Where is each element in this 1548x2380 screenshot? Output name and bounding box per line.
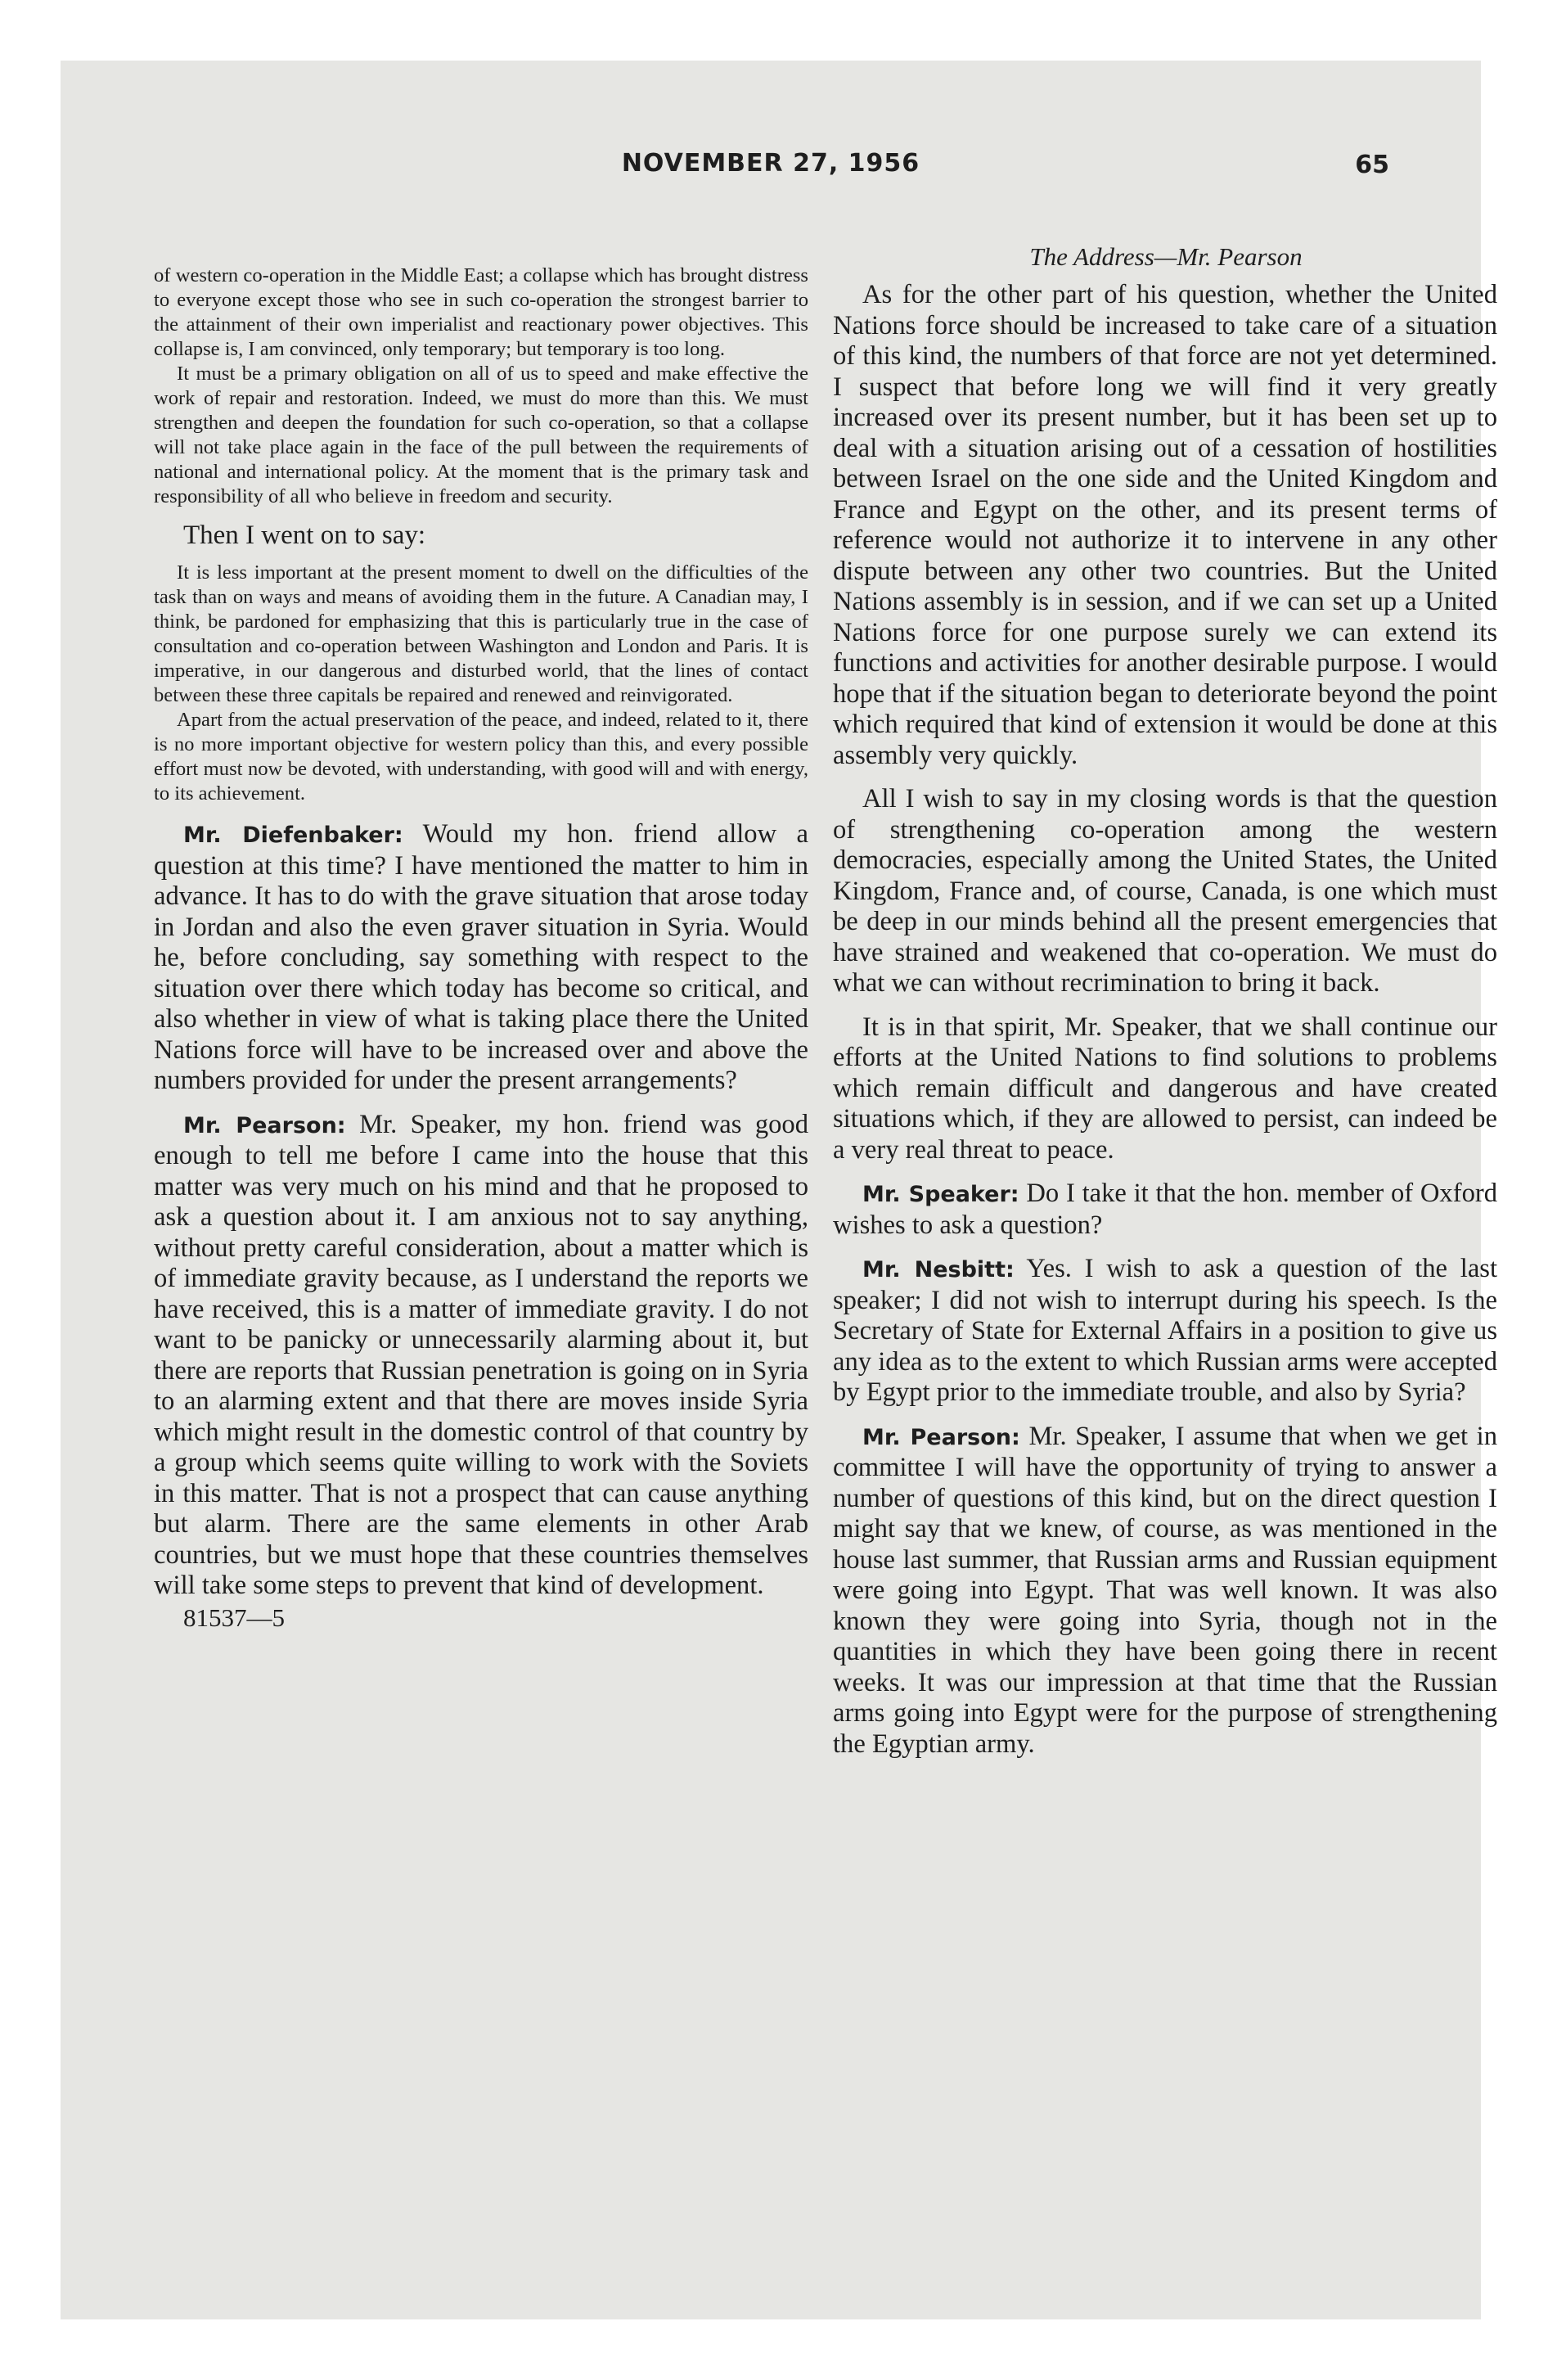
speech-paragraph: It is in that spirit, Mr. Speaker, that we shall continue our efforts at the United Nations to find solutions to problems which remain difficult and dangerous and have created situations which, if they are allowed to persist, can indeed be a very real threat to peace. — [833, 1012, 1497, 1165]
page-sheet — [61, 61, 1498, 2319]
speech-text: Yes. I wish to ask a question of the last speaker; I did not wish to interrupt during his speech. Is the Secretary of State for External Affairs in a position to give us any idea as to the extent to which Russian arms were accepted by Egypt prior to the immediate trouble, and also by Syria? — [833, 1254, 1498, 1407]
speech-paragraph — [833, 1422, 1497, 1760]
speaker-name: Mr. Speaker: — [862, 1182, 1019, 1207]
quote-paragraph: It is less important at the present moment to dwell on the difficulties of the task than on ways and means of avoiding them in the future. A Canadian may, I think, be pardoned for emphasizing that this is particularly true in the case of consultation and co-operation between Washington and London and Paris. It is imperative, in our dangerous and disturbed world, that the lines of contact between these three capitals be repaired and renewed and reinvigorated. — [154, 561, 808, 706]
speaker-name: Mr. Pearson: — [862, 1424, 1020, 1450]
quote-paragraph: Apart from the actual preservation of the peace, and indeed, related to it, there is no more important objective for western policy than this, and every possible effort must now be devoted, with understanding, with good will and with energy, to its achievement. — [154, 709, 808, 805]
right-column — [833, 280, 1497, 1760]
speech-text: Mr. Speaker, my hon. friend was good enough to tell me before I came into the house that this matter was very much on his mind and that he proposed to ask a question about it. I am anxious not to say anything, without pretty careful consideration, about a matter which is of immediate gravity because, as I understand the reports we have received, this is a matter of immediate gravity. I do not want to be panicky or unnecessarily alarming about it, but there are reports that Russian penetration is going on in Syria to an alarming extent and that there are moves inside Syria which might result in the domestic control of that country by a group which seems quite willing to work with the Soviets in this matter. That is not a prospect that can cause anything but alarm. There are the same elements in other Arab countries, but we must hope that these countries themselves will take some steps to prevent that kind of development. — [154, 1109, 809, 1600]
speech-text: Mr. Speaker, I assume that when we get in committee I will have the opportunity of trying to answer a number of questions of this kind, but on the direct question I might say that we knew, of course, as was mentioned in the house last summer, that Russian arms and Russian equipment were going into Egypt. That was well known. It was also known they were going into Syria, though not in the quantities in which they have been going there in recent weeks. It was our impression at that time that the Russian arms going into Egypt were for the purpose of strengthening the Egyptian army. — [833, 1421, 1497, 1759]
speech-paragraph — [154, 819, 808, 1097]
speech-paragraph — [154, 1110, 808, 1602]
speaker-name: Mr. Diefenbaker: — [183, 823, 403, 848]
header-date: NOVEMBER 27, 1956 — [621, 149, 920, 178]
speaker-name: Mr. Pearson: — [183, 1112, 346, 1138]
speech-paragraph — [833, 1254, 1497, 1409]
left-column — [154, 264, 808, 1633]
speech-paragraph: As for the other part of his question, whether the United Nations force should be increased to take care of a situation of this kind, the numbers of that force are not yet determined. I suspect that before long we will find it very greatly increased over its present number, but it has been set up to deal with a situation arising out of a cessation of hostilities between Israel on the one side and the United Kingdom and France and Egypt on the other, and its present terms of reference would not authorize it to intervene in any other dispute between any other two countries. But the United Nations assembly is in session, and if we can set up a United Nations force for one purpose surely we can extend its functions and activities for another desirable purpose. I would hope that if the situation began to deteriorate beyond the point which required that kind of extension it would be done at this assembly very quickly. — [833, 280, 1497, 770]
speech-paragraph — [833, 1179, 1497, 1241]
speech-text: Would my hon. friend allow a question at this time? I have mentioned the matter to him in advance. It has to do with the grave situation that arose today in Jordan and also the even graver situation in Syria. Would he, before concluding, say something with respect to the situation over there which today has become so critical, and also whether in view of what is taking place there the United Nations force will have to be increased over and above the numbers provided for under the present arrangements? — [154, 819, 809, 1095]
speech-text: Do I take it that the hon. member of Oxford wishes to ask a question? — [833, 1179, 1497, 1240]
quote-paragraph: It must be a primary obligation on all of us to speed and make effective the work of repair and restoration. Indeed, we must do more than this. We must strengthen and deepen the foundation for such co-operation, so that a collapse will not take place again in the face of the pull between the requirements of national and international policy. At the moment that is the primary task and responsibility of all who believe in freedom and security. — [154, 363, 808, 507]
speech-paragraph: All I wish to say in my closing words is that the question of strengthening co-operation among the western democracies, especially among the United States, the United Kingdom, France and, of course, Canada, is one which must be deep in our minds behind all the present emergencies that have strained and weakened that co-operation. We must do what we can without recrimination to bring it back. — [833, 784, 1497, 998]
quote-paragraph: of western co-operation in the Middle East; a collapse which has brought distress to everyone except those who see in such co-operation the strongest barrier to the attainment of their own imperialist and reactionary power objectives. This collapse is, I am convinced, only temporary; but temporary is too long. — [154, 264, 808, 360]
lead-in-text: Then I went on to say: — [183, 521, 426, 550]
page-header — [61, 149, 1481, 190]
footer-code: 81537—5 — [183, 1602, 285, 1632]
running-head: The Address—Mr. Pearson — [1029, 242, 1303, 271]
speaker-name: Mr. Nesbitt: — [862, 1257, 1015, 1282]
page-number: 65 — [1355, 151, 1389, 179]
